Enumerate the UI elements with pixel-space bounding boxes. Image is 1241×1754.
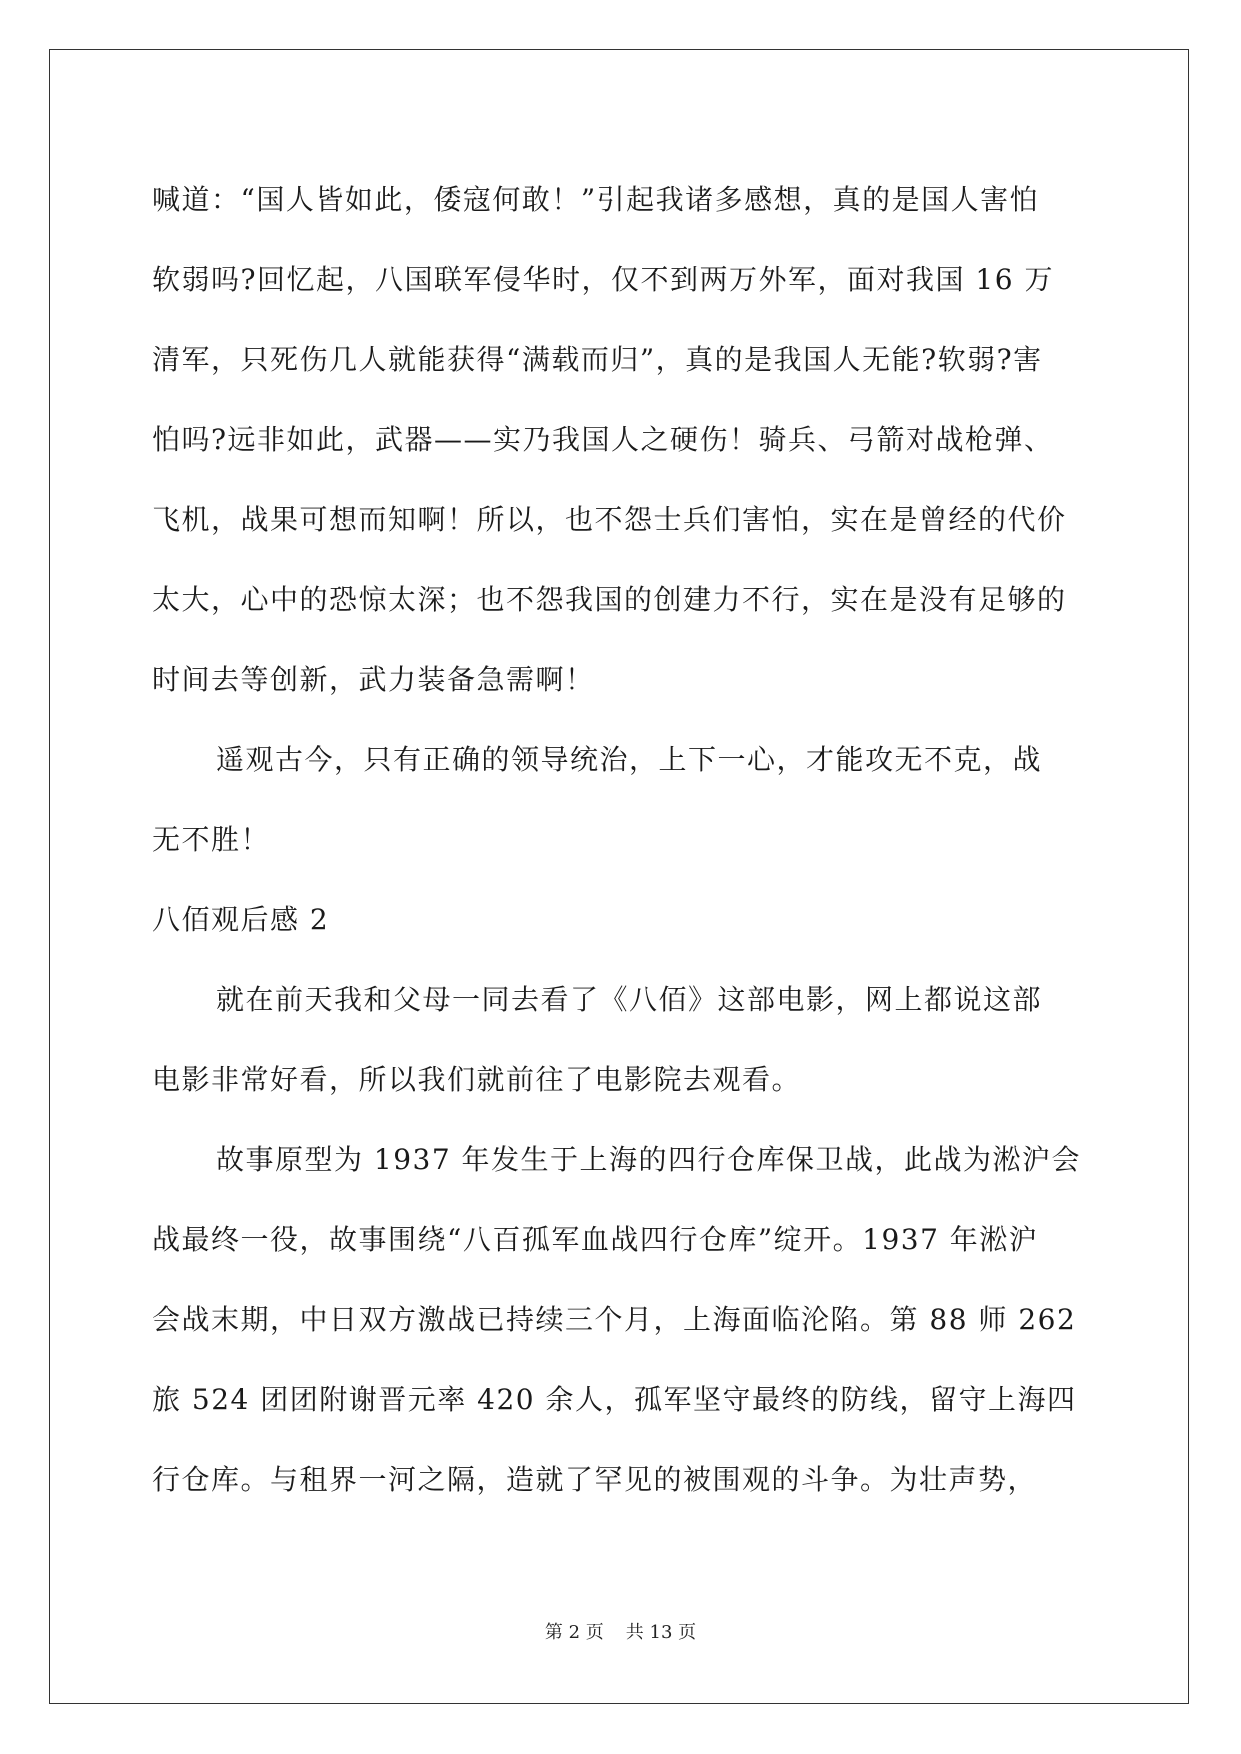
text-line: 软弱吗?回忆起，八国联军侵华时，仅不到两万外军，面对我国 16 万 [152, 263, 1054, 296]
text-line: 喊道：“国人皆如此，倭寇何敢！”引起我诸多感想，真的是国人害怕 [152, 183, 1040, 216]
text-line: 飞机，战果可想而知啊！所以，也不怨士兵们害怕，实在是曾经的代价 [152, 503, 1067, 536]
text-line: 战最终一役，故事围绕“八百孤军血战四行仓库”绽开。1937 年淞沪 [152, 1223, 1039, 1256]
text-line: 时间去等创新，武力装备急需啊！ [152, 663, 595, 696]
document-body [152, 160, 1092, 1520]
text-line: 怕吗?远非如此，武器——实乃我国人之硬伤！骑兵、弓箭对战枪弹、 [152, 423, 1054, 456]
page-footer [0, 1618, 1241, 1644]
page-total: 共 13 页 [625, 1622, 697, 1643]
text-line: 电影非常好看，所以我们就前往了电影院去观看。 [152, 1063, 802, 1096]
text-line: 会战末期，中日双方激战已持续三个月，上海面临沦陷。第 88 师 262 [152, 1303, 1077, 1336]
paragraph-first-line: 遥观古今，只有正确的领导统治，上下一心，才能攻无不克，战 [216, 743, 1043, 776]
section-heading: 八佰观后感 2 [152, 903, 330, 936]
text-line: 旅 524 团团附谢晋元率 420 余人，孤军坚守最终的防线，留守上海四 [152, 1383, 1077, 1416]
text-line: 太大，心中的恐惊太深；也不怨我国的创建力不行，实在是没有足够的 [152, 583, 1067, 616]
page-number: 第 2 页 [544, 1622, 604, 1643]
text-line: 无不胜！ [152, 823, 271, 856]
paragraph-first-line: 故事原型为 1937 年发生于上海的四行仓库保卫战，此战为淞沪会 [216, 1143, 1082, 1176]
text-line: 清军，只死伤几人就能获得“满载而归”，真的是我国人无能?软弱?害 [152, 343, 1043, 376]
text-line: 行仓库。与租界一河之隔，造就了罕见的被围观的斗争。为壮声势， [152, 1463, 1038, 1496]
paragraph-first-line: 就在前天我和父母一同去看了《八佰》这部电影，网上都说这部 [216, 983, 1043, 1016]
